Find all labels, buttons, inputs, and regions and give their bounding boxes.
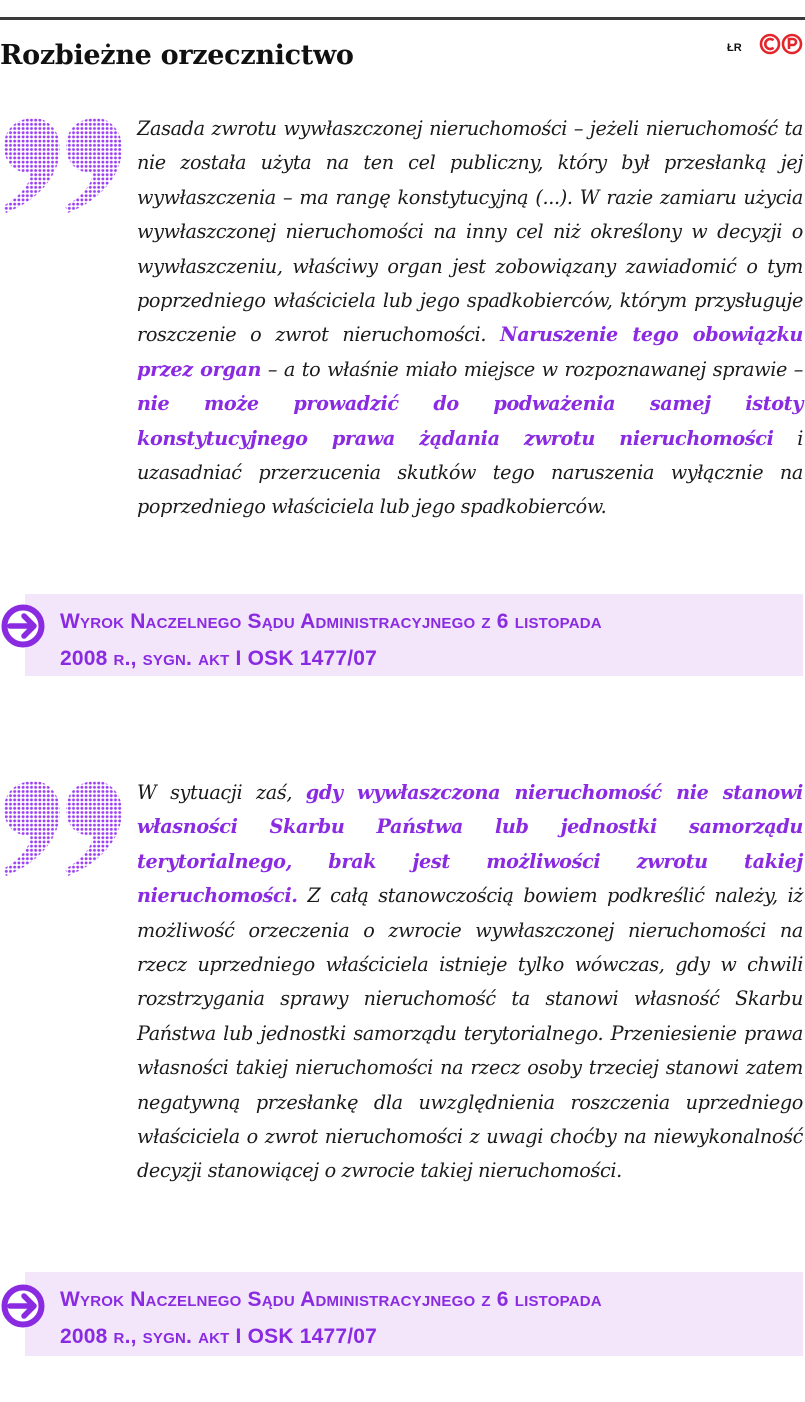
top-rule [0,17,805,20]
page-title: Rozbieżne orzecznictwo [0,40,354,71]
citation-line: Wyrok Naczelnego Sądu Administracyjnego z 6 listopada [60,610,602,633]
quote-text [137,776,803,1189]
arrow-right-icon [0,603,46,649]
quote-segment: Z całą stanowczością bowiem podkreślić należy, iż możliwość orzeczenia o zwrocie wywłaszczonej nieruchomości na rzecz uprzedniego właściciela istnieje tylko wówczas, gdy w chwili rozstrzygania sprawy nieruchomość ta stanowi własność Skarbu Państwa lub jednostki samorządu terytorialnego. Przeniesienie prawa własności takiej nieruchomości na rzecz osoby trzeciej stanowi zatem negatywną przesłankę dla uwzględnienia roszczenia uprzedniego właściciela o zwrot nieruchomości z uwagi choćby na niewykonalność decyzji stanowiącej o zwrocie takiej nieruchomości. [137,884,803,1183]
quote-highlight: gdy wywłaszczona nieruchomość nie stanowi własności Skarbu Państwa lub jednostki samorządu terytorialnego, brak jest możliwości zwrotu takiej nieruchomości. [137,781,803,908]
citation-line: 2008 r., sygn. akt I OSK 1477/07 [60,647,378,670]
citation-line: 2008 r., sygn. akt I OSK 1477/07 [60,1325,378,1348]
quote-segment: Zasada zwrotu wywłaszczonej nieruchomości – jeżeli nieruchomość ta nie została użyta na ten cel publiczny, który był przesłanką jej wywłaszczenia – ma rangę konstytucyjną (...). W razie zamiaru użycia wywłaszczonej nieruchomości na inny cel niż określony w decyzji o wywłaszczeniu, właściwy organ jest zobowiązany zawiadomić o tym poprzedniego właściciela lub jego spadkobierców, którym przysługuje roszczenie o zwrot nieruchomości. [137,117,803,347]
quote-segment: W sytuacji zaś, [137,781,306,804]
quote-segment: – a to właśnie miało miejsce w rozpoznawanej sprawie – [261,357,804,381]
citation-text [60,603,602,677]
quote-highlight: Naruszenie tego obowiązku przez organ [137,323,804,381]
quote-segment: i uzasadniać przerzucenia skutków tego naruszenia wyłącznie na poprzedniego właściciela lub jego spadkobierców. [137,426,803,519]
arrow-right-icon [0,1283,46,1329]
citation-line: Wyrok Naczelnego Sądu Administracyjnego z 6 listopada [60,1288,602,1311]
author-initials: ŁR [727,42,742,54]
quote-text [137,112,803,525]
citation-box [25,1272,803,1356]
citation-box [25,594,803,676]
quotation-mark-icon [0,118,124,213]
copyright-logo-icon [759,33,803,55]
quotation-mark-icon [0,781,124,876]
quote-highlight: nie może prowadzić do podważenia samej istoty konstytucyjnego prawa żądania zwrotu nieruchomości [137,392,803,450]
citation-text [60,1281,602,1355]
